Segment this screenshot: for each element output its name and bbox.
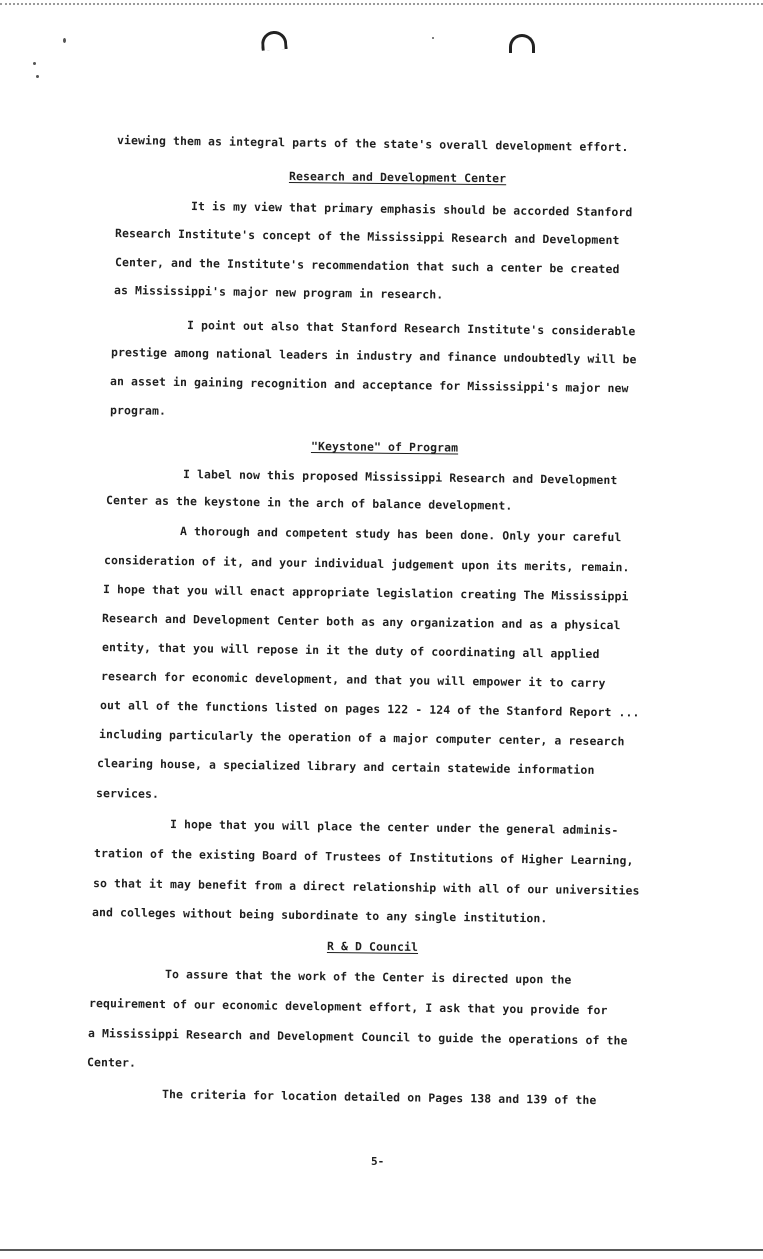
text-line: services.	[95, 786, 160, 801]
page-bottom-edge	[0, 1249, 763, 1251]
text-line: I point out also that Stanford Research Institute's considerable	[186, 318, 636, 339]
text-line: and colleges without being subordinate to any single institution.	[91, 905, 548, 926]
text-line: entity, that you will repose in it the duty of coordinating all applied	[101, 640, 600, 661]
text-line: as Mississippi's major new program in research.	[113, 283, 444, 302]
text-line: program.	[109, 403, 167, 418]
scan-speck	[33, 62, 36, 65]
text-line: requirement of our economic development effort, I ask that you provide for	[88, 996, 608, 1018]
section-heading-rd-council: R & D Council	[326, 939, 419, 954]
scan-speck	[63, 38, 66, 43]
text-line: Center as the keystone in the arch of balance development.	[105, 493, 513, 513]
text-line: I hope that you will place the center under the general adminis-	[169, 817, 619, 838]
text-line: research for economic development, and that you will empower it to carry	[100, 669, 606, 691]
scan-speck	[36, 75, 39, 78]
text-line: A thorough and competent study has been done. Only your careful	[179, 524, 622, 545]
section-heading-research-center: Research and Development Center	[288, 169, 507, 186]
text-line: viewing them as integral parts of the state's overall development effort.	[116, 133, 629, 155]
text-line: prestige among national leaders in industry and finance undoubtedly will be	[110, 345, 637, 367]
scan-speck	[432, 37, 434, 39]
text-line: Center.	[86, 1055, 137, 1070]
text-line: an asset in gaining recognition and acceptance for Mississippi's major new	[109, 374, 629, 396]
punch-hole-mark-right	[509, 34, 535, 53]
text-line: I label now this proposed Mississippi Research and Development	[182, 467, 618, 488]
text-line: Research Institute's concept of the Mississippi Research and Development	[114, 226, 620, 248]
text-line: I hope that you will enact appropriate legislation creating The Mississippi	[102, 582, 629, 604]
text-line: clearing house, a specialized library and certain statewide information	[96, 756, 595, 777]
text-line: tration of the existing Board of Trustees of Institutions of Higher Learning,	[93, 846, 634, 868]
text-line: so that it may benefit from a direct relationship with all of our universities	[92, 876, 640, 898]
text-line: Center, and the Institute's recommendation that such a center be created	[114, 255, 620, 277]
text-line: To assure that the work of the Center is directed upon the	[164, 967, 572, 987]
text-line: It is my view that primary emphasis should be accorded Stanford	[190, 199, 633, 220]
punch-hole-mark-left	[260, 30, 287, 51]
page-top-edge	[0, 3, 763, 5]
section-heading-keystone: "Keystone" of Program	[310, 439, 459, 455]
text-line: Research and Development Center both as any organization and as a physical	[101, 611, 621, 633]
text-line: including particularly the operation of a major computer center, a research	[98, 727, 625, 749]
text-line: The criteria for location detailed on Pages 138 and 139 of the	[161, 1087, 597, 1108]
text-line: consideration of it, and your individual judgement upon its merits, remain.	[103, 553, 630, 575]
text-line: out all of the functions listed on pages 122 - 124 of the Stanford Report ...	[99, 698, 640, 720]
text-line: a Mississippi Research and Development Council to guide the operations of the	[87, 1026, 628, 1048]
page-number: 5-	[371, 1155, 385, 1168]
